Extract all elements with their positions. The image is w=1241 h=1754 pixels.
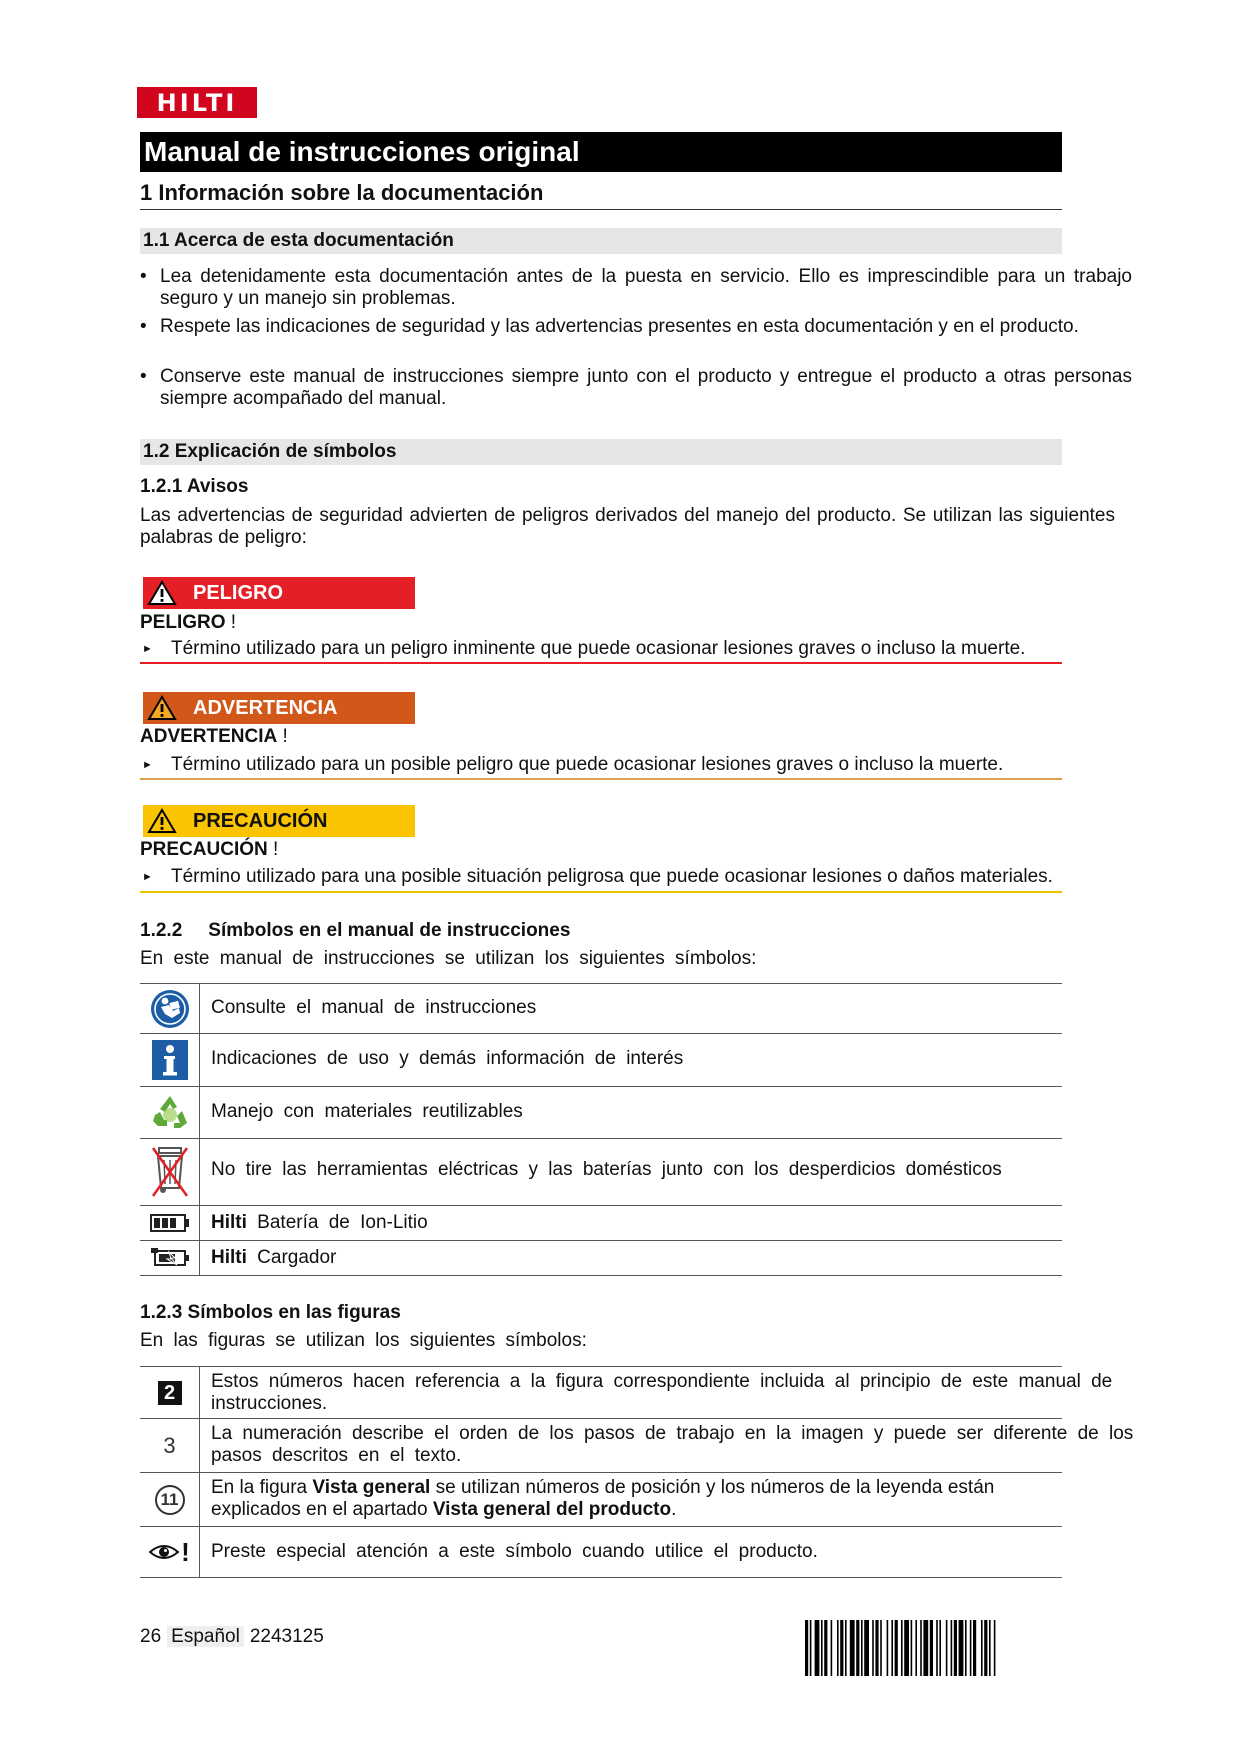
symbol-text: se utilizan números de posición y los números de la leyenda están explicados en el apartado	[211, 1477, 995, 1520]
symbol-description	[211, 1101, 1142, 1123]
bullet-text: Lea detenidamente esta documentación antes de la puesta en servicio. Ello es imprescindible para un trabajo seguro y un manejo sin problemas.	[160, 266, 1132, 309]
symbol-description	[211, 1477, 1062, 1521]
signal-description-text: Término utilizado para un peligro inminente que puede ocasionar lesiones graves o incluso la muerte.	[171, 638, 1026, 659]
section-title: Símbolos en el manual de instrucciones	[208, 920, 571, 941]
section-1-2-3-heading: 1.2.3 Símbolos en las figuras	[140, 1302, 401, 1323]
table-row	[140, 1472, 1062, 1526]
table-row	[140, 983, 1062, 1033]
step-number-label: 3	[163, 1432, 176, 1458]
symbol-text: Indicaciones de uso y demás información de interés	[211, 1048, 684, 1069]
symbol-description	[211, 1371, 1142, 1415]
section-1-1-heading: 1.1 Acerca de esta documentación	[140, 228, 1062, 254]
signal-description-precaucion	[140, 866, 1062, 890]
signal-word-suffix: !	[267, 839, 279, 860]
symbol-text: Cargador	[246, 1247, 337, 1268]
position-number-label: 11	[155, 1485, 185, 1515]
signal-label-text: PELIGRO	[193, 581, 284, 604]
step-number-icon	[140, 1419, 200, 1472]
charger-icon	[140, 1241, 200, 1275]
manual-symbols-intro: En este manual de instrucciones se utilizan los siguientes símbolos:	[140, 948, 757, 969]
signal-rule-precaucion	[140, 891, 1062, 893]
position-number-icon	[140, 1473, 200, 1526]
avisos-intro: Las advertencias de seguridad advierten de peligros derivados del manejo del producto. Se utilizan las siguientes palabras de peligro:	[140, 505, 1115, 548]
symbol-text: La numeración describe el orden de los pasos de trabajo en la imagen y puede ser diferente de los pasos descritos en el texto.	[211, 1423, 1134, 1466]
doc-number: 2243125	[249, 1626, 324, 1647]
signal-word: PRECAUCIÓN	[140, 839, 268, 860]
signal-label-advertencia	[143, 692, 415, 724]
signal-label-precaucion	[143, 805, 415, 837]
hilti-logo	[137, 87, 257, 118]
attention-mark: !	[181, 1536, 190, 1567]
signal-description-advertencia	[140, 754, 1062, 778]
signal-word: PELIGRO	[140, 612, 226, 633]
symbol-description	[211, 1048, 1142, 1070]
signal-word-precaucion	[140, 839, 278, 861]
table-row	[140, 1138, 1062, 1205]
manual-symbols-table	[140, 983, 1062, 1276]
signal-description-text: Término utilizado para una posible situación peligrosa que puede ocasionar lesiones o daños materiales.	[171, 866, 1053, 887]
figure-symbols-intro: En las figuras se utilizan los siguientes símbolos:	[140, 1330, 587, 1351]
signal-word-advertencia	[140, 726, 288, 748]
warning-triangle-icon	[147, 695, 177, 721]
document-title: Manual de instrucciones original	[140, 132, 1062, 172]
table-row	[140, 1086, 1062, 1138]
symbol-text: Preste especial atención a este símbolo cuando utilice el producto.	[211, 1541, 818, 1562]
table-row	[140, 1205, 1062, 1240]
symbol-text-bold: Vista general del producto	[432, 1499, 672, 1520]
table-row	[140, 1526, 1062, 1578]
symbol-text: Batería de Ion-Litio	[246, 1212, 428, 1233]
signal-word: ADVERTENCIA	[140, 726, 278, 747]
logo-text: HILTI	[156, 88, 238, 117]
symbol-text: En la figura	[211, 1477, 313, 1498]
signal-word-suffix: !	[277, 726, 288, 747]
symbol-description	[211, 1423, 1142, 1467]
recycle-icon	[140, 1087, 200, 1138]
table-row	[140, 1366, 1113, 1418]
symbol-description	[211, 1247, 1142, 1269]
symbol-text-bold: Vista general	[312, 1477, 431, 1498]
symbol-description	[211, 1541, 1142, 1563]
page-footer	[140, 1626, 324, 1648]
symbol-text: .	[671, 1499, 677, 1520]
symbol-brand: Hilti	[211, 1247, 247, 1268]
footer-language: Español	[167, 1626, 244, 1647]
bullet-dot: •	[140, 366, 147, 387]
table-row	[140, 1033, 1062, 1086]
signal-description-text: Término utilizado para un posible peligro que puede ocasionar lesiones graves o incluso la muerte.	[171, 754, 1004, 775]
signal-rule-advertencia	[140, 778, 1062, 780]
signal-label-peligro	[143, 577, 415, 609]
signal-description-peligro	[140, 638, 1062, 662]
table-row	[140, 1418, 1134, 1472]
symbol-text: Estos números hacen referencia a la figura correspondiente incluida al principio de este manual de instrucciones.	[211, 1371, 1113, 1414]
symbol-text: Consulte el manual de instrucciones	[211, 997, 537, 1018]
symbol-text: No tire las herramientas eléctricas y las baterías junto con los desperdicios domésticos	[211, 1159, 1002, 1180]
bullet-text: Conserve este manual de instrucciones siempre junto con el producto y entregue el producto a otras personas siempre acompañado del manual.	[160, 366, 1132, 409]
figure-number-icon	[140, 1367, 200, 1418]
battery-icon	[140, 1206, 200, 1240]
section-1-2-2-heading	[140, 920, 570, 942]
read-manual-icon	[140, 984, 200, 1033]
symbol-description	[211, 1212, 1142, 1234]
signal-label-text: PRECAUCIÓN	[193, 809, 328, 832]
section-1-2-heading: 1.2 Explicación de símbolos	[140, 439, 1062, 465]
section-1-2-1-heading: 1.2.1 Avisos	[140, 476, 249, 497]
warning-triangle-icon	[147, 808, 177, 834]
warning-triangle-icon	[147, 580, 177, 606]
arrow-icon: ►	[142, 759, 153, 771]
arrow-icon: ►	[142, 871, 153, 883]
figure-symbols-table	[140, 1366, 1134, 1578]
page-number: 26	[140, 1626, 162, 1647]
symbol-text: Manejo con materiales reutilizables	[211, 1101, 523, 1122]
signal-word-peligro	[140, 612, 236, 634]
table-row	[140, 1240, 1062, 1276]
barcode	[805, 1620, 1060, 1676]
crossed-bin-icon	[140, 1139, 200, 1205]
bullet-item	[140, 366, 1132, 410]
bullet-dot: •	[140, 266, 147, 287]
symbol-description	[211, 1159, 1142, 1181]
bullet-item	[140, 316, 1132, 360]
symbol-description	[211, 997, 1142, 1019]
attention-eye-icon	[140, 1527, 200, 1577]
arrow-icon: ►	[142, 643, 153, 655]
section-number: 1.2.2	[140, 920, 183, 941]
symbol-brand: Hilti	[211, 1212, 247, 1233]
bullet-item	[140, 266, 1132, 310]
bullet-dot: •	[140, 316, 147, 337]
signal-label-text: ADVERTENCIA	[193, 696, 338, 719]
bullet-text: Respete las indicaciones de seguridad y las advertencias presentes en esta documentación y en el producto.	[160, 316, 1079, 337]
figure-number-label: 2	[158, 1381, 182, 1405]
section-1-heading: 1 Información sobre la documentación	[140, 180, 1062, 210]
signal-rule-peligro	[140, 662, 1062, 664]
signal-word-suffix: !	[225, 612, 237, 633]
info-icon	[140, 1034, 200, 1086]
